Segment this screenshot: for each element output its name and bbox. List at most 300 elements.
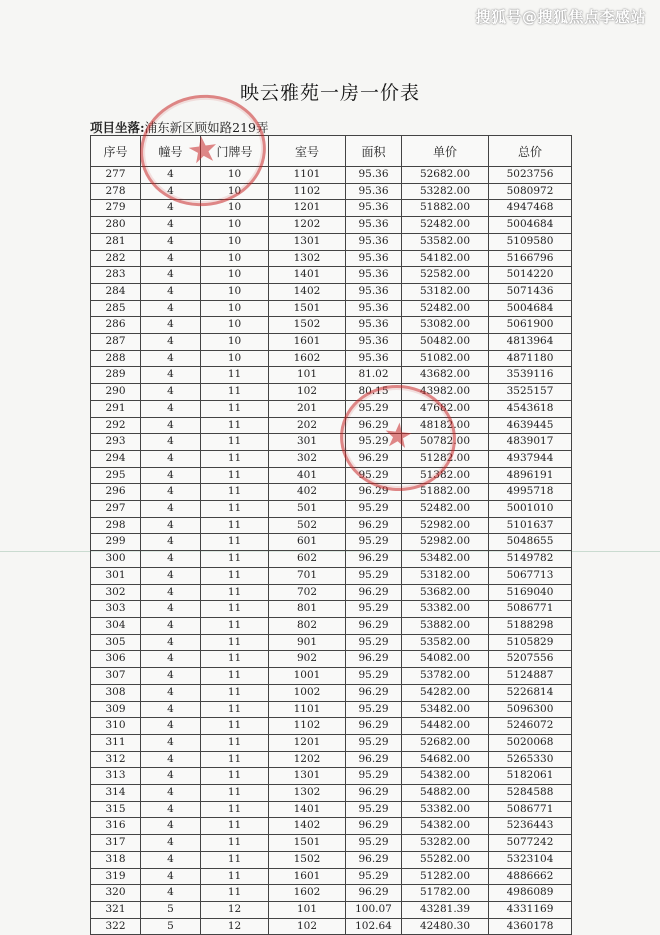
cell-door-number: 11 — [201, 601, 269, 618]
cell-room: 1201 — [269, 200, 346, 217]
cell-room: 302 — [269, 450, 346, 467]
cell-total-price: 5166796 — [489, 250, 572, 267]
cell-door-number: 10 — [201, 350, 269, 367]
cell-area: 96.29 — [346, 484, 402, 501]
cell-room: 802 — [269, 617, 346, 634]
cell-index: 278 — [91, 183, 141, 200]
cell-area: 95.29 — [346, 801, 402, 818]
table-row — [91, 334, 572, 351]
cell-unit-price: 50782.00 — [402, 434, 489, 451]
table-row — [91, 217, 572, 234]
cell-unit-price: 54282.00 — [402, 684, 489, 701]
cell-area: 95.29 — [346, 701, 402, 718]
cell-index: 302 — [91, 584, 141, 601]
cell-building: 4 — [141, 551, 201, 568]
cell-area: 95.29 — [346, 634, 402, 651]
cell-unit-price: 51782.00 — [402, 885, 489, 902]
cell-building: 4 — [141, 584, 201, 601]
table-row — [91, 801, 572, 818]
cell-room: 1202 — [269, 217, 346, 234]
cell-door-number: 11 — [201, 534, 269, 551]
cell-room: 901 — [269, 634, 346, 651]
cell-index: 282 — [91, 250, 141, 267]
cell-total-price: 4813964 — [489, 334, 572, 351]
cell-room: 101 — [269, 901, 346, 918]
table-row — [91, 701, 572, 718]
cell-door-number: 11 — [201, 551, 269, 568]
cell-total-price: 5265330 — [489, 751, 572, 768]
cell-area: 96.29 — [346, 718, 402, 735]
cell-total-price: 5188298 — [489, 617, 572, 634]
cell-door-number: 10 — [201, 183, 269, 200]
cell-building: 4 — [141, 484, 201, 501]
cell-room: 801 — [269, 601, 346, 618]
cell-door-number: 10 — [201, 283, 269, 300]
cell-index: 289 — [91, 367, 141, 384]
cell-area: 95.36 — [346, 350, 402, 367]
table-row — [91, 317, 572, 334]
cell-index: 321 — [91, 901, 141, 918]
cell-total-price: 4986089 — [489, 885, 572, 902]
cell-building: 4 — [141, 718, 201, 735]
cell-total-price: 4543618 — [489, 400, 572, 417]
cell-index: 316 — [91, 818, 141, 835]
cell-building: 4 — [141, 267, 201, 284]
table-row — [91, 851, 572, 868]
cell-room: 1302 — [269, 785, 346, 802]
cell-index: 279 — [91, 200, 141, 217]
cell-unit-price: 52582.00 — [402, 267, 489, 284]
table-row — [91, 868, 572, 885]
cell-door-number: 10 — [201, 317, 269, 334]
cell-building: 4 — [141, 668, 201, 685]
table-row — [91, 567, 572, 584]
cell-total-price: 5169040 — [489, 584, 572, 601]
table-row — [91, 233, 572, 250]
table-row — [91, 300, 572, 317]
cell-area: 96.29 — [346, 551, 402, 568]
cell-room: 1102 — [269, 183, 346, 200]
cell-index: 283 — [91, 267, 141, 284]
cell-total-price: 4947468 — [489, 200, 572, 217]
table-row — [91, 501, 572, 518]
cell-building: 4 — [141, 434, 201, 451]
cell-index: 281 — [91, 233, 141, 250]
cell-area: 102.64 — [346, 918, 402, 935]
cell-building: 4 — [141, 450, 201, 467]
cell-door-number: 11 — [201, 768, 269, 785]
cell-room: 1601 — [269, 868, 346, 885]
table-row — [91, 283, 572, 300]
cell-door-number: 10 — [201, 217, 269, 234]
table-row — [91, 417, 572, 434]
table-row — [91, 634, 572, 651]
cell-total-price: 4839017 — [489, 434, 572, 451]
cell-building: 4 — [141, 167, 201, 184]
cell-unit-price: 52682.00 — [402, 734, 489, 751]
cell-building: 4 — [141, 601, 201, 618]
cell-door-number: 11 — [201, 484, 269, 501]
cell-area: 96.29 — [346, 450, 402, 467]
cell-area: 96.29 — [346, 885, 402, 902]
cell-total-price: 4995718 — [489, 484, 572, 501]
cell-area: 96.29 — [346, 584, 402, 601]
cell-unit-price: 52482.00 — [402, 217, 489, 234]
cell-unit-price: 42480.30 — [402, 918, 489, 935]
cell-unit-price: 51882.00 — [402, 484, 489, 501]
cell-index: 318 — [91, 851, 141, 868]
cell-area: 96.29 — [346, 517, 402, 534]
cell-index: 288 — [91, 350, 141, 367]
table-row — [91, 601, 572, 618]
cell-room: 502 — [269, 517, 346, 534]
cell-unit-price: 53282.00 — [402, 835, 489, 852]
table-row — [91, 918, 572, 935]
cell-index: 295 — [91, 467, 141, 484]
table-row — [91, 350, 572, 367]
cell-building: 4 — [141, 183, 201, 200]
cell-unit-price: 52982.00 — [402, 534, 489, 551]
cell-room: 102 — [269, 918, 346, 935]
cell-unit-price: 53682.00 — [402, 584, 489, 601]
cell-building: 4 — [141, 651, 201, 668]
cell-index: 305 — [91, 634, 141, 651]
cell-room: 1602 — [269, 885, 346, 902]
cell-unit-price: 43281.39 — [402, 901, 489, 918]
cell-area: 95.29 — [346, 668, 402, 685]
cell-unit-price: 53482.00 — [402, 551, 489, 568]
table-row — [91, 367, 572, 384]
cell-door-number: 11 — [201, 517, 269, 534]
cell-room: 1301 — [269, 768, 346, 785]
table-row — [91, 400, 572, 417]
table-row — [91, 250, 572, 267]
cell-unit-price: 54482.00 — [402, 718, 489, 735]
cell-building: 4 — [141, 334, 201, 351]
table-row — [91, 668, 572, 685]
cell-index: 320 — [91, 885, 141, 902]
cell-unit-price: 54882.00 — [402, 785, 489, 802]
cell-unit-price: 51282.00 — [402, 450, 489, 467]
cell-index: 309 — [91, 701, 141, 718]
cell-room: 1401 — [269, 267, 346, 284]
cell-area: 95.36 — [346, 250, 402, 267]
cell-total-price: 4896191 — [489, 467, 572, 484]
cell-index: 314 — [91, 785, 141, 802]
cell-total-price: 5149782 — [489, 551, 572, 568]
cell-area: 80.15 — [346, 384, 402, 401]
cell-building: 4 — [141, 851, 201, 868]
cell-area: 96.29 — [346, 785, 402, 802]
cell-building: 4 — [141, 684, 201, 701]
cell-building: 4 — [141, 785, 201, 802]
cell-unit-price: 43682.00 — [402, 367, 489, 384]
cell-door-number: 10 — [201, 233, 269, 250]
cell-area: 95.29 — [346, 534, 402, 551]
cell-total-price: 4331169 — [489, 901, 572, 918]
location-label: 项目坐落: — [90, 120, 145, 135]
cell-unit-price: 54382.00 — [402, 768, 489, 785]
cell-door-number: 11 — [201, 818, 269, 835]
cell-door-number: 11 — [201, 835, 269, 852]
cell-unit-price: 53582.00 — [402, 233, 489, 250]
table-row — [91, 684, 572, 701]
cell-room: 1502 — [269, 317, 346, 334]
cell-index: 307 — [91, 668, 141, 685]
cell-door-number: 11 — [201, 751, 269, 768]
watermark-text: 搜狐号@搜狐焦点李感站 — [475, 8, 646, 26]
table-row — [91, 617, 572, 634]
cell-unit-price: 51382.00 — [402, 467, 489, 484]
cell-area: 95.36 — [346, 167, 402, 184]
document-title: 映云雅苑一房一价表 — [239, 82, 420, 104]
cell-index: 285 — [91, 300, 141, 317]
table-row — [91, 467, 572, 484]
cell-index: 312 — [91, 751, 141, 768]
table-row — [91, 450, 572, 467]
cell-building: 4 — [141, 417, 201, 434]
cell-door-number: 11 — [201, 384, 269, 401]
cell-area: 95.29 — [346, 601, 402, 618]
cell-room: 1201 — [269, 734, 346, 751]
cell-total-price: 5067713 — [489, 567, 572, 584]
cell-total-price: 5124887 — [489, 668, 572, 685]
col-header-door-number: 门牌号 — [201, 136, 269, 167]
cell-building: 4 — [141, 835, 201, 852]
cell-index: 277 — [91, 167, 141, 184]
col-header-room: 室号 — [269, 136, 346, 167]
cell-total-price: 5048655 — [489, 534, 572, 551]
cell-unit-price: 51082.00 — [402, 350, 489, 367]
cell-room: 1401 — [269, 801, 346, 818]
cell-index: 298 — [91, 517, 141, 534]
cell-door-number: 11 — [201, 718, 269, 735]
cell-area: 95.29 — [346, 467, 402, 484]
cell-total-price: 5086771 — [489, 801, 572, 818]
cell-area: 96.29 — [346, 851, 402, 868]
cell-index: 303 — [91, 601, 141, 618]
cell-index: 304 — [91, 617, 141, 634]
cell-area: 95.36 — [346, 334, 402, 351]
cell-total-price: 3539116 — [489, 367, 572, 384]
cell-room: 1301 — [269, 233, 346, 250]
cell-room: 1601 — [269, 334, 346, 351]
cell-room: 102 — [269, 384, 346, 401]
cell-unit-price: 51882.00 — [402, 200, 489, 217]
col-header-index: 序号 — [91, 136, 141, 167]
table-row — [91, 718, 572, 735]
cell-room: 601 — [269, 534, 346, 551]
cell-total-price: 5020068 — [489, 734, 572, 751]
cell-building: 4 — [141, 885, 201, 902]
cell-room: 1002 — [269, 684, 346, 701]
cell-room: 1602 — [269, 350, 346, 367]
cell-index: 294 — [91, 450, 141, 467]
cell-unit-price: 53082.00 — [402, 317, 489, 334]
cell-area: 96.29 — [346, 818, 402, 835]
cell-door-number: 11 — [201, 868, 269, 885]
cell-room: 702 — [269, 584, 346, 601]
cell-building: 4 — [141, 300, 201, 317]
cell-area: 95.29 — [346, 734, 402, 751]
cell-unit-price: 52682.00 — [402, 167, 489, 184]
cell-total-price: 5014220 — [489, 267, 572, 284]
cell-index: 292 — [91, 417, 141, 434]
cell-index: 291 — [91, 400, 141, 417]
cell-total-price: 5023756 — [489, 167, 572, 184]
cell-index: 306 — [91, 651, 141, 668]
cell-total-price: 5101637 — [489, 517, 572, 534]
cell-door-number: 11 — [201, 501, 269, 518]
cell-door-number: 11 — [201, 885, 269, 902]
cell-door-number: 11 — [201, 668, 269, 685]
col-header-area: 面积 — [346, 136, 402, 167]
cell-total-price: 5109580 — [489, 233, 572, 250]
cell-unit-price: 53882.00 — [402, 617, 489, 634]
cell-building: 4 — [141, 534, 201, 551]
cell-door-number: 10 — [201, 250, 269, 267]
cell-door-number: 11 — [201, 417, 269, 434]
cell-total-price: 5096300 — [489, 701, 572, 718]
table-row — [91, 517, 572, 534]
cell-door-number: 10 — [201, 300, 269, 317]
cell-unit-price: 50482.00 — [402, 334, 489, 351]
cell-area: 100.07 — [346, 901, 402, 918]
cell-building: 4 — [141, 283, 201, 300]
cell-unit-price: 53282.00 — [402, 183, 489, 200]
location-value: 浦东新区顾如路219弄 — [144, 120, 269, 135]
cell-area: 96.29 — [346, 684, 402, 701]
cell-total-price: 5086771 — [489, 601, 572, 618]
cell-area: 95.29 — [346, 868, 402, 885]
cell-total-price: 5323104 — [489, 851, 572, 868]
cell-unit-price: 53182.00 — [402, 567, 489, 584]
cell-room: 1501 — [269, 300, 346, 317]
cell-area: 95.29 — [346, 400, 402, 417]
cell-building: 4 — [141, 250, 201, 267]
cell-unit-price: 52982.00 — [402, 517, 489, 534]
cell-unit-price: 54382.00 — [402, 818, 489, 835]
cell-door-number: 10 — [201, 334, 269, 351]
cell-unit-price: 53482.00 — [402, 701, 489, 718]
col-header-unit-price: 单价 — [402, 136, 489, 167]
cell-unit-price: 55282.00 — [402, 851, 489, 868]
cell-area: 95.29 — [346, 501, 402, 518]
cell-total-price: 5182061 — [489, 768, 572, 785]
table-row — [91, 835, 572, 852]
cell-building: 4 — [141, 768, 201, 785]
cell-door-number: 11 — [201, 584, 269, 601]
cell-room: 1101 — [269, 701, 346, 718]
cell-room: 101 — [269, 367, 346, 384]
cell-index: 300 — [91, 551, 141, 568]
cell-unit-price: 54682.00 — [402, 751, 489, 768]
cell-total-price: 5284588 — [489, 785, 572, 802]
table-row — [91, 651, 572, 668]
cell-area: 95.29 — [346, 835, 402, 852]
table-row — [91, 200, 572, 217]
cell-total-price: 5207556 — [489, 651, 572, 668]
cell-room: 1501 — [269, 835, 346, 852]
table-row — [91, 551, 572, 568]
cell-index: 296 — [91, 484, 141, 501]
cell-door-number: 11 — [201, 651, 269, 668]
cell-total-price: 5001010 — [489, 501, 572, 518]
cell-area: 95.36 — [346, 317, 402, 334]
cell-total-price: 5080972 — [489, 183, 572, 200]
table-row — [91, 785, 572, 802]
cell-unit-price: 53382.00 — [402, 601, 489, 618]
cell-door-number: 11 — [201, 801, 269, 818]
cell-index: 313 — [91, 768, 141, 785]
cell-room: 1202 — [269, 751, 346, 768]
table-row — [91, 584, 572, 601]
cell-building: 4 — [141, 501, 201, 518]
cell-area: 95.36 — [346, 217, 402, 234]
cell-total-price: 5105829 — [489, 634, 572, 651]
cell-door-number: 10 — [201, 167, 269, 184]
cell-index: 287 — [91, 334, 141, 351]
col-header-total-price: 总价 — [489, 136, 572, 167]
cell-room: 201 — [269, 400, 346, 417]
cell-unit-price: 43982.00 — [402, 384, 489, 401]
cell-room: 1101 — [269, 167, 346, 184]
cell-door-number: 12 — [201, 918, 269, 935]
cell-area: 95.29 — [346, 567, 402, 584]
cell-building: 4 — [141, 217, 201, 234]
cell-building: 5 — [141, 901, 201, 918]
table-row — [91, 384, 572, 401]
cell-door-number: 11 — [201, 634, 269, 651]
cell-unit-price: 48182.00 — [402, 417, 489, 434]
cell-total-price: 4937944 — [489, 450, 572, 467]
cell-total-price: 5004684 — [489, 217, 572, 234]
cell-room: 1102 — [269, 718, 346, 735]
cell-building: 4 — [141, 701, 201, 718]
cell-area: 95.29 — [346, 768, 402, 785]
cell-unit-price: 51282.00 — [402, 868, 489, 885]
cell-room: 1402 — [269, 283, 346, 300]
cell-building: 4 — [141, 818, 201, 835]
cell-building: 4 — [141, 467, 201, 484]
cell-index: 280 — [91, 217, 141, 234]
cell-door-number: 11 — [201, 367, 269, 384]
cell-index: 317 — [91, 835, 141, 852]
cell-room: 501 — [269, 501, 346, 518]
cell-area: 95.36 — [346, 233, 402, 250]
cell-index: 297 — [91, 501, 141, 518]
table-row — [91, 484, 572, 501]
cell-building: 5 — [141, 918, 201, 935]
seal-star-icon: ★ — [380, 414, 416, 458]
cell-building: 4 — [141, 350, 201, 367]
cell-unit-price: 53382.00 — [402, 801, 489, 818]
cell-building: 4 — [141, 517, 201, 534]
cell-total-price: 4360178 — [489, 918, 572, 935]
table-row — [91, 818, 572, 835]
cell-total-price: 4886662 — [489, 868, 572, 885]
cell-index: 319 — [91, 868, 141, 885]
cell-room: 701 — [269, 567, 346, 584]
cell-area: 81.02 — [346, 367, 402, 384]
cell-unit-price: 54182.00 — [402, 250, 489, 267]
cell-total-price: 5226814 — [489, 684, 572, 701]
cell-building: 4 — [141, 233, 201, 250]
cell-door-number: 11 — [201, 450, 269, 467]
cell-room: 602 — [269, 551, 346, 568]
cell-index: 315 — [91, 801, 141, 818]
cell-index: 284 — [91, 283, 141, 300]
